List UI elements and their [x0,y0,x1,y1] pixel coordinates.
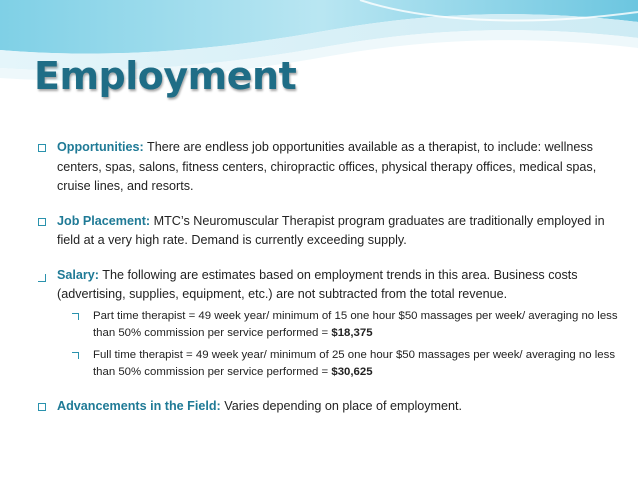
bullet-label: Advancements in the Field: [57,398,221,413]
bullet-label: Salary: [57,267,100,282]
sub-bullet-part-time [72,308,618,343]
salary-amount: $30,625 [331,366,373,378]
slide-title: Employment [34,54,297,98]
bullet-text: Varies depending on place of employment. [224,398,463,413]
bullet-text: The following are estimates based on employment trends in this area. Business costs (advertising, supplies, equipment, etc.) are not subtracted from the total revenue. [57,267,578,301]
salary-sub-list [57,308,618,382]
bullet-label: Job Placement: [57,213,151,228]
sub-bullet-text: Full time therapist = 49 week year/ minimum of 25 one hour $50 massages per week/ averaging no less than 50% commission per service performed = [93,348,616,378]
sub-bullet-icon [72,313,79,320]
square-bullet-icon [38,403,46,411]
bullet-list [38,138,618,431]
bullet-job-placement [38,212,618,251]
square-bullet-icon [38,218,46,226]
salary-amount: $18,375 [331,327,373,339]
square-bullet-icon [38,274,46,282]
bullet-opportunities [38,138,618,197]
bullet-text: There are endless job opportunities available as a therapist, to include: wellness centers, spas, salons, fitness centers, chiropractic offices, physical therapy offices, medical spas, cruise lines, and resorts. [57,140,597,193]
bullet-label: Opportunities: [57,140,144,154]
sub-bullet-full-time [72,347,618,382]
square-bullet-icon [38,144,46,152]
sub-bullet-icon [72,352,79,359]
bullet-advancements [38,397,618,417]
bullet-text: MTC’s Neuromuscular Therapist program graduates are traditionally employed in field at a very high rate. Demand is currently exceeding supply. [57,213,605,247]
sub-bullet-text: Part time therapist = 49 week year/ minimum of 15 one hour $50 massages per week/ averaging no less than 50% commission per service performed = [93,309,618,339]
bullet-salary [38,266,618,382]
